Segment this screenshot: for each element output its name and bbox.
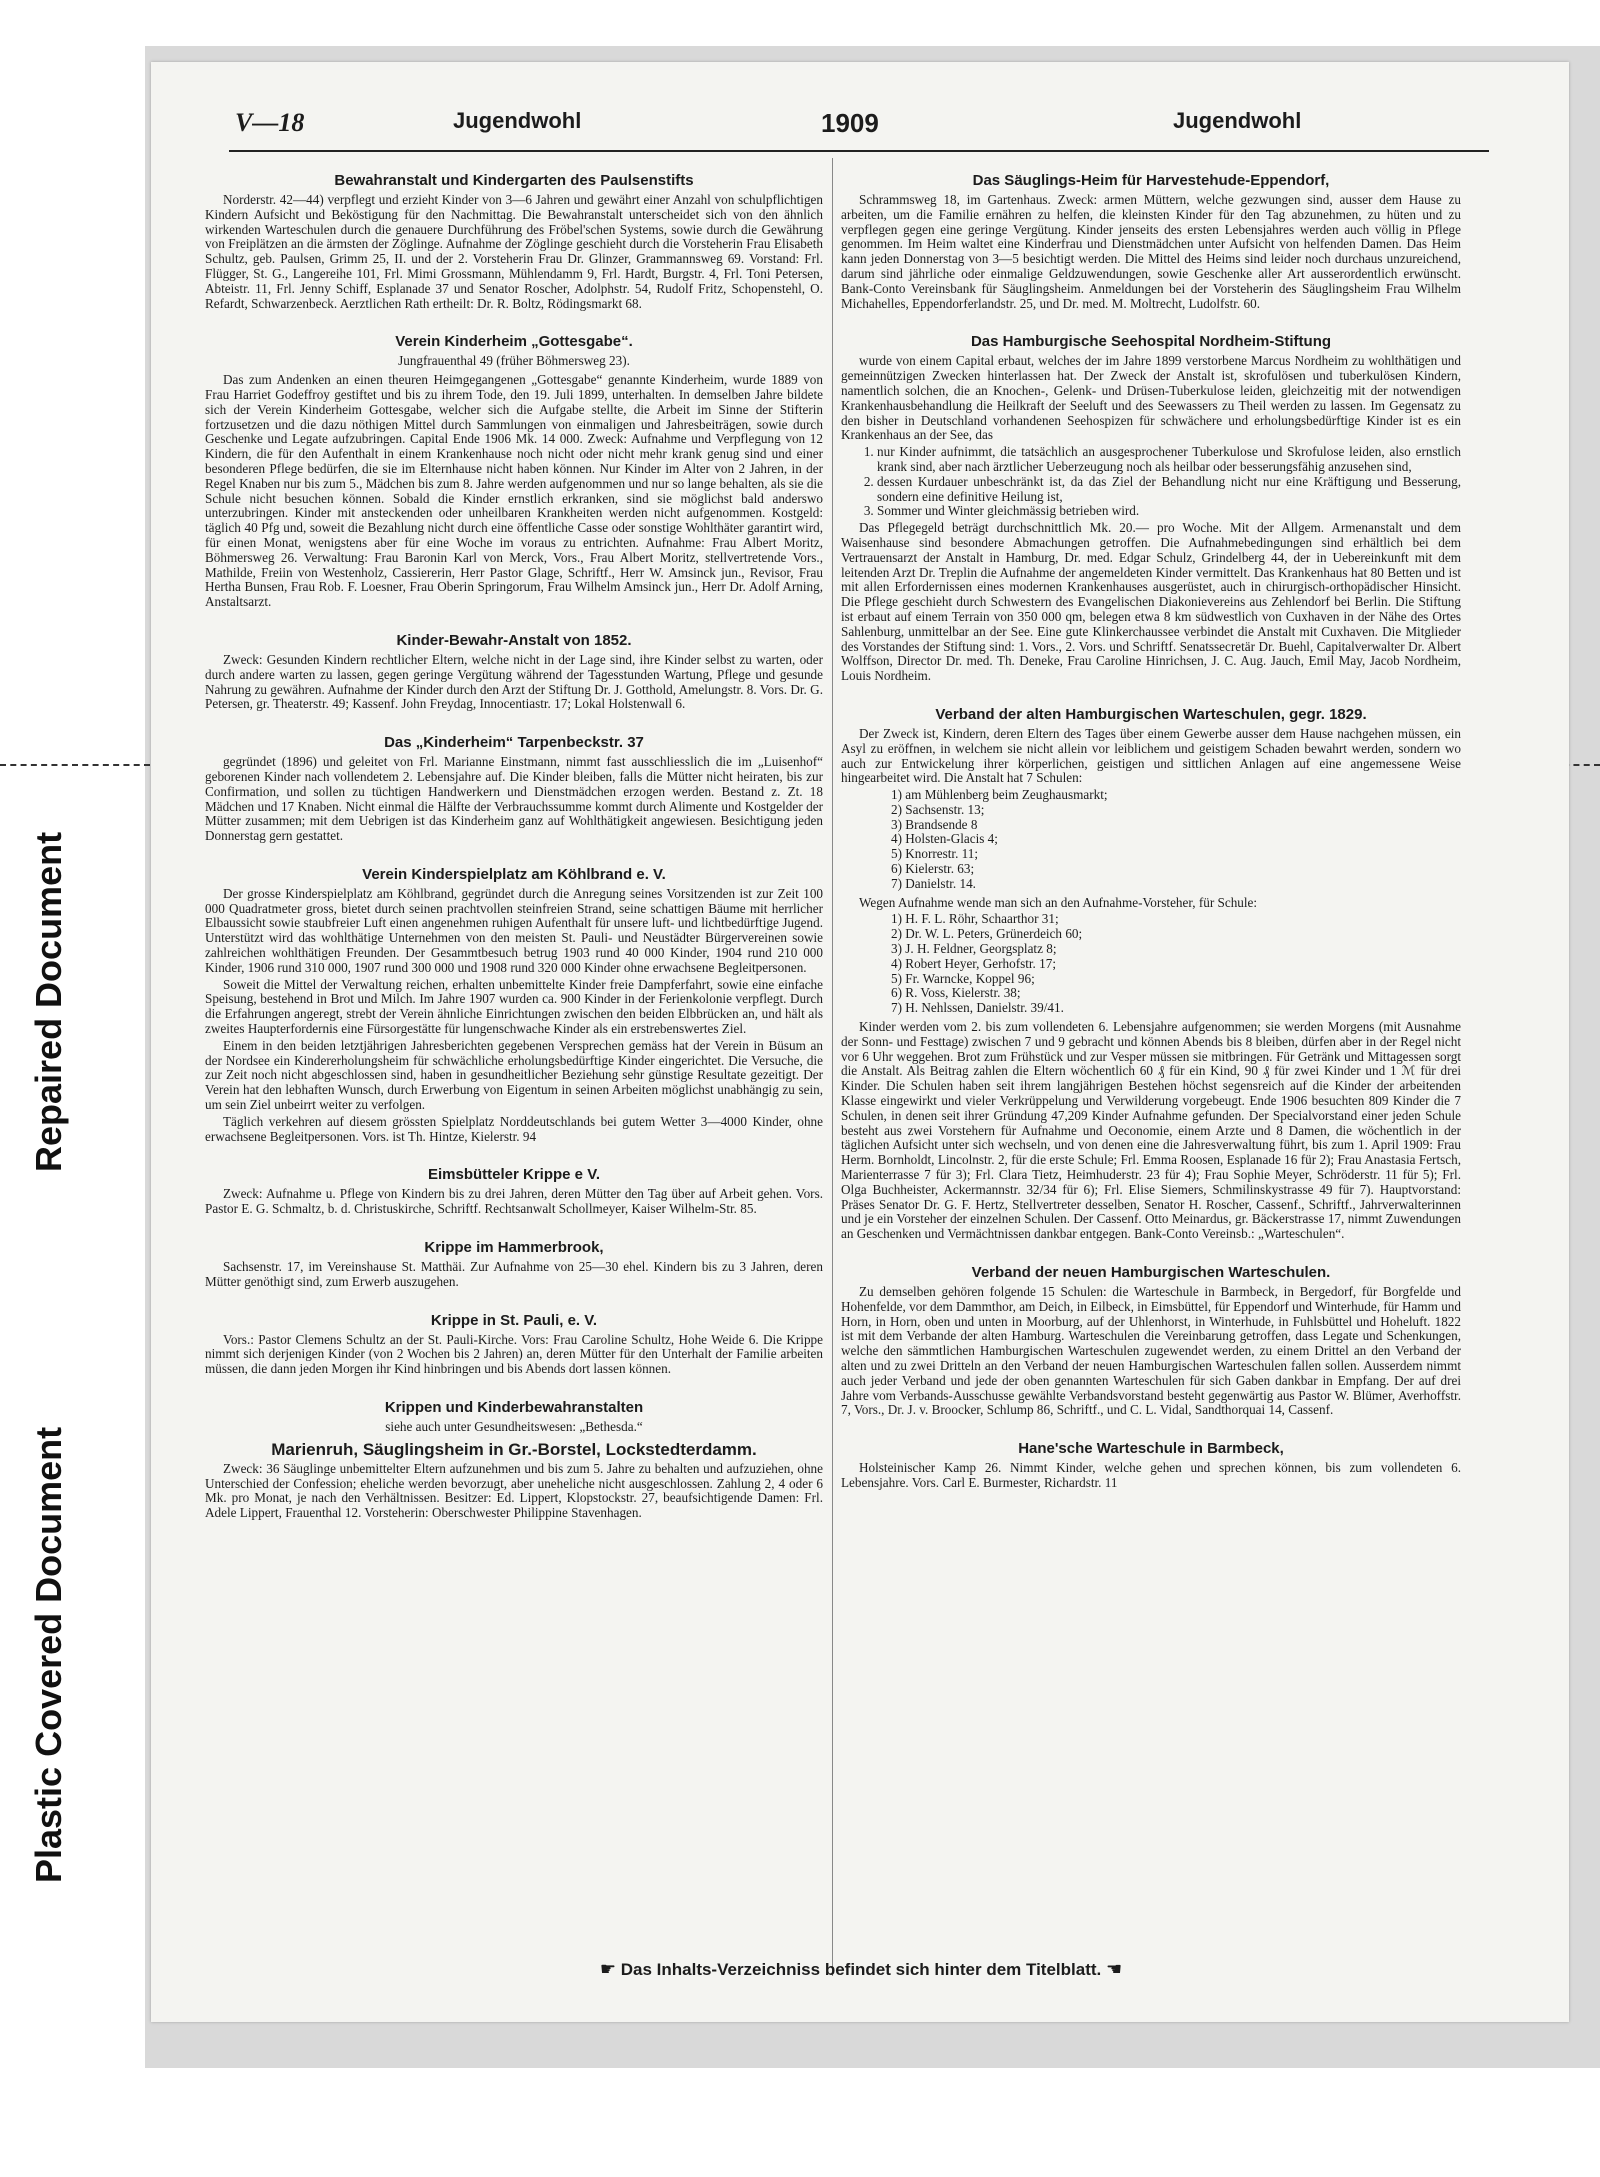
footer-text: Das Inhalts-Verzeichniss befindet sich hinter dem Titelblatt. [620, 1960, 1102, 1979]
section-text: Kinder werden vom 2. bis zum vollendeten 6. Lebensjahre aufgenommen; sie werden Morgens (mit Ausnahme der Sonn- und Festtage) zwischen 7 und 9 gebracht und können Abends bis 8 bleiben, dürfen aber in der Regel nicht vor 6 Uhr weggehen. Brot zum Frühstück und zur Vesper müssen sie mitbringen. Für Getränk und Mittagessen sorgt die Anstalt. Als Beitrag zahlen die Eltern wöchentlich 60 ₰ für ein Kind, 90 ₰ für zwei Kinder und 1 ℳ für drei Kinder. Die Schulen haben seit ihrem langjährigen Bestehen höchst segensreich auf die Kinder der arbeitenden Klasse eingewirkt und vieler Verkrüppelung und Verwilderung vorgebeugt. Ende 1906 besuchten 809 Kinder die 7 Schulen, in denen seit ihrer Gründung 47,209 Kinder Aufnahme gefunden. Der Specialvorstand einer jeden Schule besteht aus zwei Vorstehern für Aufnahme und Oeconomie, einem Arzte und 8 Damen, die wöchentlich in der täglichen Aufsicht unter sich wechseln, und von denen eine die Jahresverwaltung führt, bis zum 1. April 1909: Frau Herm. Bornholdt, Lincolnstr. 2, für die erste Schule; Frl. Emma Roosen, Esplanade 16 für 2); Frau Anastasia Fertsch, Marienterrasse 7 für 3); Frl. Clara Tietz, Heimhuderstr. 23 für 4); Frau Sophie Meyer, Schröderstr. 11 für 5); Frl. Olga Buchheister, Ackermannstr. 32/34 für 6); Frl. Elise Siemers, Schmilinskystrasse 49 für 7). Hauptvorstand: Präses Senator Dr. G. F. Hertz, Stellvertreter desselben, Senator H. Roscher, Cassenf., Schriftf., Jahrverwalterinnen und je ein Vorsteher der einzelnen Schulen. Der Cassenf. Otto Meinardus, gr. Bäckerstrasse 17, nimmt Zuwendungen an Geschenken und Vermächtnissen dankbar entgegen. Bank-Conto Vereinsb.: „Warteschulen“. [841, 1019, 1461, 1242]
left-column [205, 166, 823, 1523]
section-title: Verein Kinderspielplatz am Köhlbrand e. V. [362, 865, 666, 883]
section-title: Krippe in St. Pauli, e. V. [430, 1311, 598, 1329]
column-divider [832, 158, 833, 1976]
section-subtitle: Jungfrauenthal 49 (früher Böhmersweg 23). [398, 353, 630, 369]
pointing-hand-right-icon: ☛ [599, 1959, 616, 1979]
list-item: 2) Sachsenstr. 13; [891, 801, 985, 817]
newspaper-page [151, 62, 1569, 2022]
pointing-hand-left-icon: ☚ [1106, 1959, 1123, 1979]
list-item: 1) am Mühlenberg beim Zeughausmarkt; [891, 787, 1108, 803]
list-item: 3) Brandsende 8 [891, 816, 978, 832]
section-text: Der Zweck ist, Kindern, deren Eltern des Tages über einem Gewerbe ausser dem Hause nachgehen müssen, ein Asyl zu eröffnen, in welchem sie nicht allein vor leiblichem und geistigem Schaden bewahrt werden, sondern wo auch zur Entwickelung ihrer körperlichen, geistigen und sittlichen Anlagen auf eine angemessene Weise hingearbeitet wird. Die Anstalt hat 7 Schulen: [841, 725, 1461, 786]
section-subtitle: siehe auch unter Gesundheitswesen: „Bethesda.“ [385, 1419, 643, 1435]
section-text: Das zum Andenken an einen theuren Heimgegangenen „Gottesgabe“ genannte Kinderheim, wurde 1889 von Frau Harriet Godeffroy gestiftet und bis zu ihrem Tode, den 19. Juli 1899, unterhalten. In demselben Jahre bildete sich der Verein Kinderheim Gottesgabe, welcher sich die Aufgabe stellte, die Arbeit im Sinne der Stifterin fortzusetzen und die dazu nöthigen Mittel durch Sammlungen von einmaligen und Jahresbeiträgen, sowie durch Geschenke und Legate aufzubringen. Capital Ende 1906 Mk. 14 000. Zweck: Aufnahme und Verpflegung von 12 Kindern, die für den Aufenthalt in einem Krankenhause noch nicht oder nicht mehr krank genug sind und einer besonderen Pflege bedürfen, die sie im Elternhause nicht haben können. Nur Kinder im Alter von 2 Jahren, in der Regel Knaben nur bis zum 5., Mädchen bis zum 8. Jahre werden aufgenommen und nur so lange behalten, als sie die Schule nicht besuchen können. Sobald die Kinder ernstlich erkranken, sind sie möglichst bald anderswo unterzubringen. Kinder mit ansteckenden oder unheilbaren Krankheiten werden nicht aufgenommen. Kostgeld: täglich 40 Pfg und, soweit die Bezahlung nicht durch eine öffentliche Casse oder sonstige Wohlthäter garantirt wird, für einen Monat, wenigstens aber für eine Woche im voraus zu entrichten. Aufnahme: Frau Albert Moritz, Böhmersweg 26. Verwaltung: Frau Baronin Karl von Merck, Vors., Frau Albert Moritz, stellvertretende Vors., Mathilde, Freiin von Westenholz, Cassiererin, Herr Pastor Glage, Schriftf., Herr W. Amsinck jun., Revisor, Frau Hertha Bunsen, Frau Rob. F. Loesner, Frau Oberin Springorum, Frau Wilhelm Amsinck jun., Herr Dr. Adolf Arning, Anstaltsarzt. [205, 372, 823, 610]
list-item: 1. nur Kinder aufnimmt, die tatsächlich an ausgesprochener Tuberkulose und Skrofulose leiden, also ernstlich krank sind, aber nach ärztlicher Ueberzeugung noch als heilbar oder besserungsfähig anzusehen sind, [877, 445, 1461, 475]
list-item: 4) Robert Heyer, Gerhofstr. 17; [891, 955, 1057, 971]
section-text: Soweit die Mittel der Verwaltung reichen, erhalten unbemittelte Kinder freie Dampferfahrt, sowie eine einfache Speisung, bestehend in Brot und Milch. Im Jahre 1907 wurden ca. 900 Kinder in der Ferienkolonie verpflegt. Durch die Erfahrungen angeregt, strebt der Verein ähnliche Einrichtungen zwischen den beiden Elbbrücken an, und hält als zweites Haupterfordernis eine Fürsorgestätte für lungenschwache Kinder als ein erstrebenswertes Ziel. [205, 976, 823, 1037]
section-text: Täglich verkehren auf diesem grössten Spielplatz Norddeutschlands bei gutem Wetter 3—4000 Kinder, ohne erwachsene Begleitpersonen. Vors. ist Th. Hintze, Kielerstr. 94 [205, 1113, 823, 1144]
section-text: wurde von einem Capital erbaut, welches der im Jahre 1899 verstorbene Marcus Nordheim zu wohlthätigen und gemeinnützigen Zwecken hinterlassen hat. Der Zweck der Anstalt ist, skrofulösen und tuberkulösen Kindern, namentlich solchen, die an Knochen-, Gelenk- und Drüsen-Tuberkulose leiden, gleichzeitig mit der notwendigen Krankenhausbehandlung die Heilkraft der Seeluft und des Seewassers zu Theil werden zu lassen. Im Gegensatz zu den bisher in Deutschland vorhandenen Seehospizen für schwächere und erholungsbedürftige Kinder ist es ein Krankenhaus an der See, das [841, 353, 1461, 443]
list-item: 2) Dr. W. L. Peters, Grünerdeich 60; [891, 926, 1083, 942]
list-item: 3. Sommer und Winter gleichmässig betrieben wird. [877, 504, 1461, 519]
section-title: Krippe im Hammerbrook, [424, 1239, 604, 1257]
section-title: Verein Kinderheim „Gottesgabe“. [395, 333, 633, 351]
list-item: 6) R. Voss, Kielerstr. 38; [891, 985, 1021, 1001]
section-title: Kinder-Bewahr-Anstalt von 1852. [396, 631, 632, 649]
section-title: Verband der alten Hamburgischen Warteschulen, gegr. 1829. [935, 705, 1367, 723]
section-title: Marienruh, Säuglingsheim in Gr.-Borstel, Lockstedterdamm. [271, 1439, 757, 1459]
section-text: Vors.: Pastor Clemens Schultz an der St. Pauli-Kirche. Vors: Frau Caroline Schultz, Hohe Weide 6. Die Krippe nimmt sich derjenigen Kinder (von 2 Wochen bis 2 Jahren) an, deren Mütter für den Unterhalt der Familie arbeiten müssen, die dann jeden Morgen ihr Kind hinbringen und bis Abends dort lassen können. [205, 1331, 823, 1377]
page-header [235, 108, 1485, 148]
list-item: 7) H. Nehlssen, Danielstr. 39/41. [891, 1000, 1064, 1016]
numbered-list [841, 445, 1461, 519]
section-text: Zweck: Aufnahme u. Pflege von Kindern bis zu drei Jahren, deren Mütter den Tag über auf Arbeit gehen. Vors. Pastor E. G. Schmaltz, b. d. Christuskirche, Schriftf. Rechtsanwalt Schollmeyer, Kaiser Wilhelm-Str. 85. [205, 1186, 823, 1217]
section-title: Bewahranstalt und Kindergarten des Paulsenstifts [334, 172, 694, 189]
section-title: Hane'sche Warteschule in Barmbeck, [1018, 1440, 1284, 1458]
section-text: Zweck: Gesunden Kindern rechtlicher Eltern, welche nicht in der Lage sind, ihre Kinder selbst zu warten, oder durch andere warten zu lassen, gegen geringe Vergütung während der Tagesstunden Wartung, Pflege und gesunde Nahrung zu gewähren. Aufnahme der Kinder durch den Arzt der Stiftung Dr. J. Gotthold, Amelungstr. 8. Vors. Dr. G. Petersen, gr. Theaterstr. 49; Kassenf. John Freydag, Innocentiastr. 17; Lokal Holstenwall 6. [205, 651, 823, 712]
section-text: Zu demselben gehören folgende 15 Schulen: die Warteschule in Barmbeck, in Bergedorf, für Borgfelde und Hohenfelde, vor dem Dammthor, am Deich, in Eilbeck, in Eimsbüttel, für Eppendorf und Winterhude, für Hamm und Horn, in Horn, oben und unten in Moorburg, auf der Uhlenhorst, in Winterhude, in Fuhlsbüttel und Hoheluft. 1822 ist mit dem Verbande der alten Hamburg. Warteschulen die Vereinbarung getroffen, dass Legate und Schenkungen, welche den sämmtlichen Hamburgischen Warteschulen zugewendet werden, zu einem Drittel an den Verband der alten und zu zwei Dritteln an den Verband der neuen Hamburgischen Warteschulen fallen sollen. Ausserdem nimmt auch jeder Verband und jede der oben genannten Warteschulen für sich Gaben dankbar in Empfang. Der auf drei Jahre vom Verbands-Ausschusse gewählte Verbandsvorstand besteht gegenwärtig aus Pastor W. Blümer, Averhoffstr. 7, Vors., Dr. J. v. Broocker, Schlump 86, Schriftf., und C. L. Vidal, Sandthorquai 14, Cassenf. [841, 1284, 1461, 1418]
section-text: Sachsenstr. 17, im Vereinshause St. Matthäi. Zur Aufnahme von 25—30 ehel. Kindern bis zu 3 Jahren, deren Mütter genöthigt sind, zum Erwerb auszugehen. [205, 1259, 823, 1289]
header-rule [229, 150, 1489, 152]
section-title: Das Hamburgische Seehospital Nordheim-Stiftung [970, 333, 1332, 351]
section-title: Das Säuglings-Heim für Harvestehude-Eppendorf, [972, 172, 1330, 189]
side-label-strip [0, 46, 145, 2068]
bottom-border [0, 2068, 1600, 2177]
list-item: 5) Knorrestr. 11; [891, 846, 979, 862]
heads-list [891, 912, 1461, 1016]
footer-note [421, 1959, 1301, 1980]
list-item: 1) H. F. L. Röhr, Schaarthor 31; [891, 911, 1059, 927]
page-number: V—18 [235, 108, 305, 137]
list-item: 6) Kielerstr. 63; [891, 861, 975, 877]
section-text: Wegen Aufnahme wende man sich an den Aufnahme-Vorsteher, für Schule: [859, 894, 1258, 910]
section-text: Einem in den beiden letztjährigen Jahresberichten gegebenen Versprechen gemäss hat der Verein in Büsum an der Nordsee ein Kindererholungsheim für schwächliche erholungsbedürftige Kinder eingerichtet. Die Versuche, die zur Zeit noch nicht abgeschlossen sind, haben in gesundheitlicher Beziehung sehr günstige Resultate gezeitigt. Der Verein hat den lebhaften Wunsch, durch Erwerbung von Eigentum in seinen Arbeiten möglichst unabhängig zu sein, um sein Ziel unbeirrt weiter zu verfolgen. [205, 1037, 823, 1113]
section-text: Norderstr. 42—44) verpflegt und erzieht Kinder von 3—6 Jahren und gewährt einer Anzahl von schulpflichtigen Kindern Aufsicht und Beköstigung für den Nachmittag. Die Bewahranstalt unterscheidet sich von den ähnlich wirkenden Warteschulen durch die genauere Durchführung des Fröbel'schen Systems, sowie durch die Gewährung von Freiplätzen an die ärmsten der Zöglinge. Aufnahme der Zöglinge geschieht durch die Vorsteherin Frau Elisabeth Schultz, geb. Paulsen, Grimm 25, II. und der 2. Vorsteherin Frau Dr. Glinzer, Grammannsweg 69. Vorstand: Frl. Flügger, St. G., Langereihe 101, Frl. Mimi Grossmann, Mühlendamm 9, Frl. Hardt, Burgstr. 4, Frl. Toni Petersen, Abteistr. 11, Frl. Jenny Schiff, Esplanade 37 und Senator Roscher, Adolphstr. 54, Rudolf Fritz, Schopenstehl, O. Refardt, Schwarzenbeck. Aerztlichen Rath ertheilt: Dr. R. Boltz, Rödingsmarkt 68. [205, 192, 823, 311]
repaired-document-label: Repaired Document [28, 831, 69, 1172]
section-divider-dashed [0, 764, 150, 766]
section-text: Holsteinischer Kamp 26. Nimmt Kinder, welche gehen und sprechen können, bis zum vollendeten 6. Lebensjahre. Vors. Carl E. Burmester, Richardstr. 11 [841, 1460, 1461, 1490]
section-text: Der grosse Kinderspielplatz am Köhlbrand, gegründet durch die Anregung seines Vorsitzenden ist zur Zeit 100 000 Quadratmeter gross, bietet durch seinen prachtvollen steinfreien Strand, seine schattigen Bäume mit herrlicher Elbaussicht sowie staubfreier Luft einen angenehmen ruhigen Aufenthalt für unsere luft- und lichtbedürftige Jugend. Unterstützt wird das wohlthätige Unternehmen von den meisten St. Pauli- und Neustädter Bürgervereinen sowie zahlreichen wohlthätigen Freunden. Der Gesammtbesuch betrug 1903 rund 40 000 Kinder, 1904 rund 210 000 Kinder, 1906 rund 310 000, 1907 rund 300 000 und 1908 rund 320 000 Kinder ohne erwachsene Begleitpersonen. [205, 885, 823, 975]
schools-list [891, 788, 1461, 892]
header-title-right: Jugendwohl [1173, 108, 1302, 133]
list-item: 2. dessen Kurdauer unbeschränkt ist, da das Ziel der Behandlung nicht nur eine Kräftigung und Besserung, sondern eine definitive Heilung ist, [877, 475, 1461, 505]
section-text: Zweck: 36 Säuglinge unbemittelter Eltern aufzunehmen und bis zum 5. Jahre zu behalten und aufzuziehen, ohne Unterschied der Confession; eheliche werden bevorzugt, aber uneheliche nicht ausgeschlossen. Zahlung 2, 4 oder 6 Mk. pro Monat, je nach den Verhältnissen. Besitzer: Ed. Lippert, Klopstockstr. 27, beaufsichtigende Damen: Frl. Adele Lippert, Frauenthal 12. Vorsteherin: Oberschwester Philippine Stavenhagen. [205, 1460, 823, 1521]
section-title: Verband der neuen Hamburgischen Warteschulen. [971, 1264, 1331, 1281]
header-year: 1909 [821, 108, 879, 138]
section-text: Das Pflegegeld beträgt durchschnittlich Mk. 20.— pro Woche. Mit der Allgem. Armenanstalt und dem Waisenhause sind besondere Abmachungen getroffen. Die Aufnahmebedingungen sind erhältlich bei dem Vertrauensarzt der Anstalt in Hamburg, Dr. med. Edgar Schulz, Grindelberg 44, der in Uebereinkunft mit dem leitenden Arzt Dr. Treplin die Aufnahme der angemeldeten Kinder vermittelt. Das Krankenhaus hat 80 Betten und ist mit allen Erfordernissen eines modernen Krankenhauses ausgerüstet, auch in chirurgisch-orthopädischer Hinsicht. Die Pflege geschieht durch Schwestern des Evangelischen Diakonievereins aus Zehlendorf bei Berlin. Die Stiftung ist erbaut auf einem Terrain von 350 000 qm, belegen etwa 8 km südwestlich von Cuxhaven in der Nähe des Ortes Sahlenburg, unmittelbar an der See. Eine gute Klinkerchaussee verbindet die Anstalt mit Cuxhaven. Die Mitglieder des Vorstandes der Stiftung sind: 1. Vors., 2. Vors. und Schriftf. Senatssecretär Dr. Buehl, Capitalverwalter Dr. Albert Wolffson, Director Dr. med. Th. Deneke, Frau Caroline Hinrichsen, J. C. Aug. Jauch, Emil May, Jacob Nordheim, Louis Nordheim. [841, 520, 1461, 684]
right-column [841, 166, 1461, 1493]
header-title-left: Jugendwohl [453, 108, 582, 133]
section-title: Krippen und Kinderbewahranstalten [384, 1399, 644, 1417]
top-border [0, 0, 1600, 46]
list-item: 4) Holsten-Glacis 4; [891, 831, 998, 847]
list-item: 7) Danielstr. 14. [891, 875, 976, 891]
list-item: 5) Fr. Warncke, Koppel 96; [891, 970, 1035, 986]
section-text: Schrammsweg 18, im Gartenhaus. Zweck: armen Müttern, welche gezwungen sind, ausser dem Hause zu arbeiten, um die Familie ernähren zu helfen, die kleinsten Kinder für den Tag abzunehmen, zu hüten und zu verpflegen gegen eine geringe Vergütung. Kinder jenseits des ersten Lebensjahres werden auch völlig in Pflege genommen. Im Heim waltet eine Kinderfrau und Dienstmädchen unter Aufsicht von helfenden Damen. Das Heim kann jeden Donnerstag von 3—5 besichtigt werden. Die Mittel des Heims sind leider noch durchaus unzureichend, darum sind jährliche oder einmalige Geldzuwendungen, sowie Geschenke aller Art ausserordentlich erwünscht. Bank-Conto Vereinsbank für Säuglingsheim. Anmeldungen bei der Vorsteherin des Säuglingsheim Frau Wilhelm Michahelles, Eppendorferlandstr. 25, und Dr. med. M. Moltrecht, Ludolfstr. 60. [841, 192, 1461, 311]
section-title: Das „Kinderheim“ Tarpenbeckstr. 37 [384, 734, 644, 752]
list-item: 3) J. H. Feldner, Georgsplatz 8; [891, 941, 1057, 957]
plastic-covered-label: Plastic Covered Document [28, 1426, 69, 1883]
section-title: Eimsbütteler Krippe e V. [427, 1166, 600, 1184]
section-text: gegründet (1896) und geleitet von Frl. Marianne Einstmann, nimmt fast ausschliesslich die im „Luisenhof“ geborenen Kinder nach vollendetem 2. Lebensjahre auf. Die Kinder bleiben, falls die Mütter nicht heiraten, bis zur Confirmation, und sollen zu tüchtigen Handwerkern und Dienstmädchen erzogen werden. Bestand z. Zt. 18 Mädchen und 17 Knaben. Nicht einmal die Hälfte der Verbrauchssumme kommt durch Alimente und Kostgelder der Mütter zusammen; mit dem Uebrigen ist das Kinderheim ganz auf Wohlthätigkeit angewiesen. Besichtigung jeden Donnerstag gern gestattet. [205, 754, 823, 844]
